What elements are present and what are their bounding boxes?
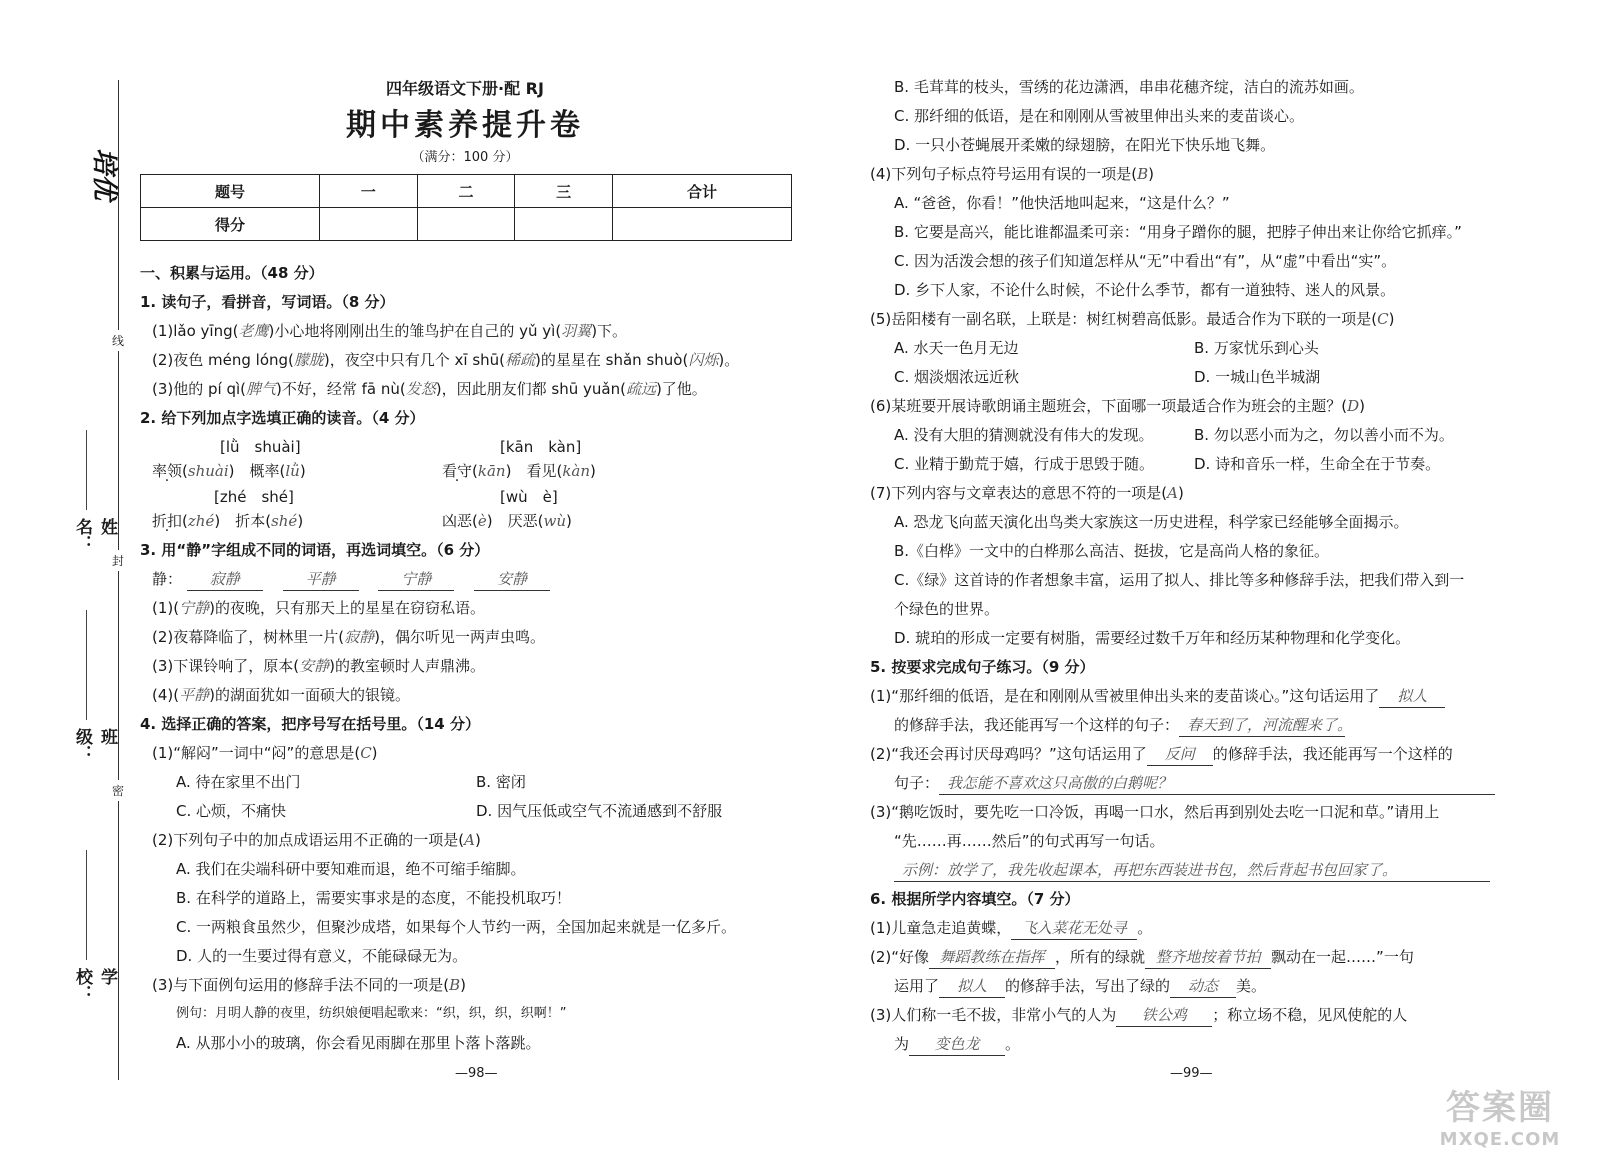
q4-1-option: C. 心烦，不痛快 (176, 802, 287, 820)
q4-4-option: D. 乡下人家，不论什么时候，不论什么季节，都有一道独特、迷人的风景。 (894, 281, 1396, 299)
q6-2-line: (2)“好像 舞蹈教练在指挥 ，所有的绿就 整齐地按着节拍 飘动在一起……”一句 (870, 946, 1414, 969)
q4-7-option: C.《绿》这首诗的作者想象丰富，运用了拟人、排比等多种修辞手法，把我们带入到一 (894, 571, 1465, 589)
q4-5-option: C. 烟淡烟浓远近秋 (894, 368, 1020, 386)
answer: 脾气 (246, 380, 277, 398)
q4-1-option: A. 待在家里不出门 (176, 773, 301, 791)
answer: 羽翼 (561, 322, 592, 340)
q4-4-option: B. 它要是高兴，能比谁都温柔可亲：“用身子蹭你的腿，把脖子伸出来让你给它抓痒。” (894, 223, 1462, 241)
q4-2-option: C. 一两粮食虽然少，但聚沙成塔，如果每个人节约一两，全国加起来就是一亿多斤。 (176, 918, 737, 936)
q4-2-stem: (2)下列句子中的加点成语运用不正确的一项是(A) (152, 831, 481, 849)
q4-4-option: C. 因为活泼会想的孩子们知道怎样从“无”中看出“有”，从“虚”中看出“实”。 (894, 252, 1397, 270)
q4-5-option: B. 万家忧乐到心头 (1194, 339, 1319, 357)
q4-title: 4. 选择正确的答案，把序号写在括号里。（14 分） (140, 715, 480, 733)
answer: 疏远 (625, 380, 656, 398)
q4-3-stem: (3)与下面例句运用的修辞手法不同的一项是(B) (152, 976, 466, 994)
q4-7-option: B.《白桦》一文中的白桦那么高洁、挺拔，它是高尚人格的象征。 (894, 542, 1330, 560)
q2-item: 看守(kān) 看见(kàn) (442, 462, 596, 480)
answer: 闪烁 (688, 351, 719, 369)
q4-2-option: B. 在科学的道路上，需要实事求是的态度，不能投机取巧！ (176, 889, 571, 907)
brand-logo (66, 140, 119, 290)
score-col-3: 三 (515, 175, 613, 208)
watermark-text: 答案圈 (1446, 1088, 1554, 1128)
q2-item: 凶恶(è) 厌恶(wù) (442, 512, 572, 530)
q4-6-option: D. 诗和音乐一样，生命全在于节奏。 (1194, 455, 1441, 473)
q4-3-option: C. 那纤细的低语，是在和刚刚从雪被里伸出头来的麦苗谈心。 (894, 107, 1305, 125)
q5-2-line: (2)“我还会再讨厌母鸡吗？”这句话运用了 反问 的修辞手法，我还能再写一个这样的 (870, 743, 1453, 766)
q6-3-line: 为 变色龙 。 (894, 1033, 1020, 1056)
q2-options: [lǜ shuài] (220, 438, 301, 456)
score-table-row (141, 208, 792, 241)
q4-4-option: A. “爸爸，你看！”他快活地叫起来，“这是什么？” (894, 194, 1230, 212)
q4-6-option: C. 业精于勤荒于嬉，行成于思毁于随。 (894, 455, 1155, 473)
page-number: —98— (455, 1066, 498, 1081)
score-cell[interactable] (319, 208, 417, 241)
q4-5-stem: (5)岳阳楼有一副名联，上联是：树红树碧高低影。最适合作为下联的一项是(C) (870, 310, 1395, 328)
q2-options: [zhé shé] (214, 488, 294, 506)
section-1-title: 一、积累与运用。（48 分） (140, 264, 324, 282)
q4-1-stem: (1)“解闷”一词中“闷”的意思是(C) (152, 744, 378, 762)
q4-5-option: D. 一城山色半城湖 (1194, 368, 1321, 386)
binding-margin (60, 80, 130, 1100)
q4-2-option: D. 人的一生要过得有意义，不能碌碌无为。 (176, 947, 468, 965)
answer: lǜ (285, 462, 300, 480)
q5-1-line: 的修辞手法，我还能再写一个这样的句子： 春天到了，河流醒来了。 (894, 714, 1345, 737)
q4-3-option: D. 一只小苍蝇展开柔嫩的绿翅膀，在阳光下快乐地飞舞。 (894, 136, 1276, 154)
answer: 老鹰 (238, 322, 269, 340)
answer: 寂静 (187, 568, 263, 591)
answer: 安静 (474, 568, 550, 591)
q3-words: 静： 寂静 平静 宁静 安静 (152, 568, 550, 591)
right-page (840, 0, 1600, 1175)
exam-title: 期中素养提升卷 (346, 108, 584, 143)
q4-2-option: A. 我们在尖端科研中要知难而退，绝不可缩手缩脚。 (176, 860, 526, 878)
school-label: 学校： (72, 968, 117, 1002)
q3-line-4: (4)(平静)的湖面犹如一面硕大的银镜。 (152, 686, 410, 704)
q4-1-option: B. 密闭 (476, 773, 526, 791)
q4-7-stem: (7)下列内容与文章表达的意思不符的一项是(A) (870, 484, 1184, 502)
q2-item: 率领(shuài) 概率(lǜ) (152, 462, 306, 480)
q4-6-option: A. 没有大胆的猜测就没有伟大的发现。 (894, 426, 1154, 444)
q4-3-option: A. 从那小小的玻璃，你会看见雨脚在那里卜落卜落跳。 (176, 1034, 541, 1052)
score-cell[interactable] (515, 208, 613, 241)
q5-2-line: 句子： 我怎能不喜欢这只高傲的白鹅呢？ (894, 772, 1495, 795)
q6-1-line: (1)儿童急走追黄蝶， 飞入菜花无处寻 。 (870, 917, 1152, 940)
q4-5-option: A. 水天一色月无边 (894, 339, 1019, 357)
q4-6-stem: (6)某班要开展诗歌朗诵主题班会，下面哪一项最适合作为班会的主题？(D) (870, 397, 1365, 415)
q5-3-answer: 示例：放学了，我先收起课本，再把东西装进书包，然后背起书包回家了。 (894, 859, 1490, 882)
right-content (870, 76, 1570, 1076)
full-score: （满分：100 分） (411, 150, 519, 165)
class-label: 班级： (72, 728, 117, 762)
answer: wù (543, 512, 566, 530)
q6-3-line: (3)人们称一毛不拔，非常小气的人为 铁公鸡 ；称立场不稳，见风使舵的人 (870, 1004, 1407, 1027)
q5-title: 5. 按要求完成句子练习。（9 分） (870, 658, 1095, 676)
answer: 发怒 (405, 380, 436, 398)
answer: 稀疏 (505, 351, 536, 369)
cut-mark-seal: 封 (112, 550, 124, 571)
q3-title: 3. 用“静”字组成不同的词语，再选词填空。（6 分） (140, 541, 490, 559)
q2-options: [wù è] (500, 488, 558, 506)
q4-7-option: A. 恐龙飞向蓝天演化出鸟类大家族这一历史进程，科学家已经能够全面揭示。 (894, 513, 1409, 531)
score-cell[interactable] (612, 208, 791, 241)
q2-options: [kān kàn] (500, 438, 582, 456)
score-table (140, 174, 792, 241)
answer: shuài (187, 462, 229, 480)
score-col-label: 题号 (141, 175, 320, 208)
q1-line-2: (2)夜色 méng lóng(朦胧)，夜空中只有几个 xī shū(稀疏)的星星在 shǎn shuò(闪烁)。 (152, 351, 740, 369)
binding-line (118, 80, 119, 1080)
answer: kàn (562, 462, 591, 480)
q1-line-1: (1)lǎo yīng(老鹰)小心地将刚刚出生的雏鸟护在自己的 yǔ yì(羽翼)下。 (152, 322, 628, 340)
score-table-header (141, 175, 792, 208)
q6-2-line: 运用了 拟人 的修辞手法，写出了绿的 动态 美。 (894, 975, 1266, 998)
q2-title: 2. 给下列加点字选填正确的读音。（4 分） (140, 409, 425, 427)
q5-1-line: (1)“那纤细的低语，是在和刚刚从雪被里伸出头来的麦苗谈心。”这句话运用了 拟人 (870, 685, 1445, 708)
q5-3-line: (3)“鹅吃饭时，要先吃一口冷饭，再喝一口水，然后再到别处去吃一口泥和草。”请用上 (870, 803, 1440, 821)
score-col-2: 二 (417, 175, 515, 208)
score-cell[interactable] (417, 208, 515, 241)
q4-6-option: B. 勿以恶小而为之，勿以善小而不为。 (1194, 426, 1454, 444)
q4-1-option: D. 因气压低或空气不流通感到不舒服 (476, 802, 723, 820)
cut-mark-secret: 密 (112, 780, 124, 801)
answer: 朦胧 (293, 351, 324, 369)
svg-text:培优: 培优 (89, 148, 119, 201)
score-col-total: 合计 (612, 175, 791, 208)
q4-3-option: B. 毛茸茸的枝头，雪绣的花边潇洒，串串花穗齐绽，洁白的流苏如画。 (894, 78, 1364, 96)
q6-title: 6. 根据所学内容填空。（7 分） (870, 890, 1080, 908)
cut-mark-line: 线 (112, 330, 124, 351)
q4-3-example: 例句：月明人静的夜里，纺织娘便唱起歌来：“织，织，织，织啊！” (176, 1006, 567, 1021)
name-label: 姓名： (72, 518, 117, 552)
q5-3-line: “先……再……然后”的句式再写一句话。 (894, 832, 1165, 850)
left-content (140, 258, 800, 1078)
q3-line-2: (2)夜幕降临了，树林里一片(寂静)，偶尔听见一两声虫鸣。 (152, 628, 545, 646)
watermark-url: MXQE.COM (1439, 1129, 1561, 1150)
answer: 宁静 (378, 568, 454, 591)
q4-7-option: D. 琥珀的形成一定要有树脂，需要经过数千万年和经历某种物理和化学变化。 (894, 629, 1411, 647)
answer: 平静 (283, 568, 359, 591)
q1-title: 1. 读句子，看拼音，写词语。（8 分） (140, 293, 395, 311)
q4-4-stem: (4)下列句子标点符号运用有误的一项是(B) (870, 165, 1154, 183)
answer: è (477, 512, 487, 530)
q3-line-3: (3)下课铃响了，原本(安静)的教室顿时人声鼎沸。 (152, 657, 485, 675)
watermark (1420, 1080, 1580, 1150)
q1-line-3: (3)他的 pí qì(脾气)不好，经常 fā nù(发怒)，因此朋友们都 shū yuǎn(疏远)了他。 (152, 380, 707, 398)
score-col-1: 一 (319, 175, 417, 208)
q2-item: 折扣(zhé) 折本(shé) (152, 512, 304, 530)
book-subtitle: 四年级语文下册·配 RJ (386, 79, 544, 98)
page-number: —99— (1170, 1066, 1213, 1081)
score-row-label: 得分 (141, 208, 320, 241)
answer: shé (271, 512, 298, 530)
q3-line-1: (1)(宁静)的夜晚，只有那天上的星星在窃窃私语。 (152, 599, 485, 617)
q4-7-option: 个绿色的世界。 (894, 600, 1000, 618)
answer: kān (477, 462, 506, 480)
answer: zhé (187, 512, 215, 530)
